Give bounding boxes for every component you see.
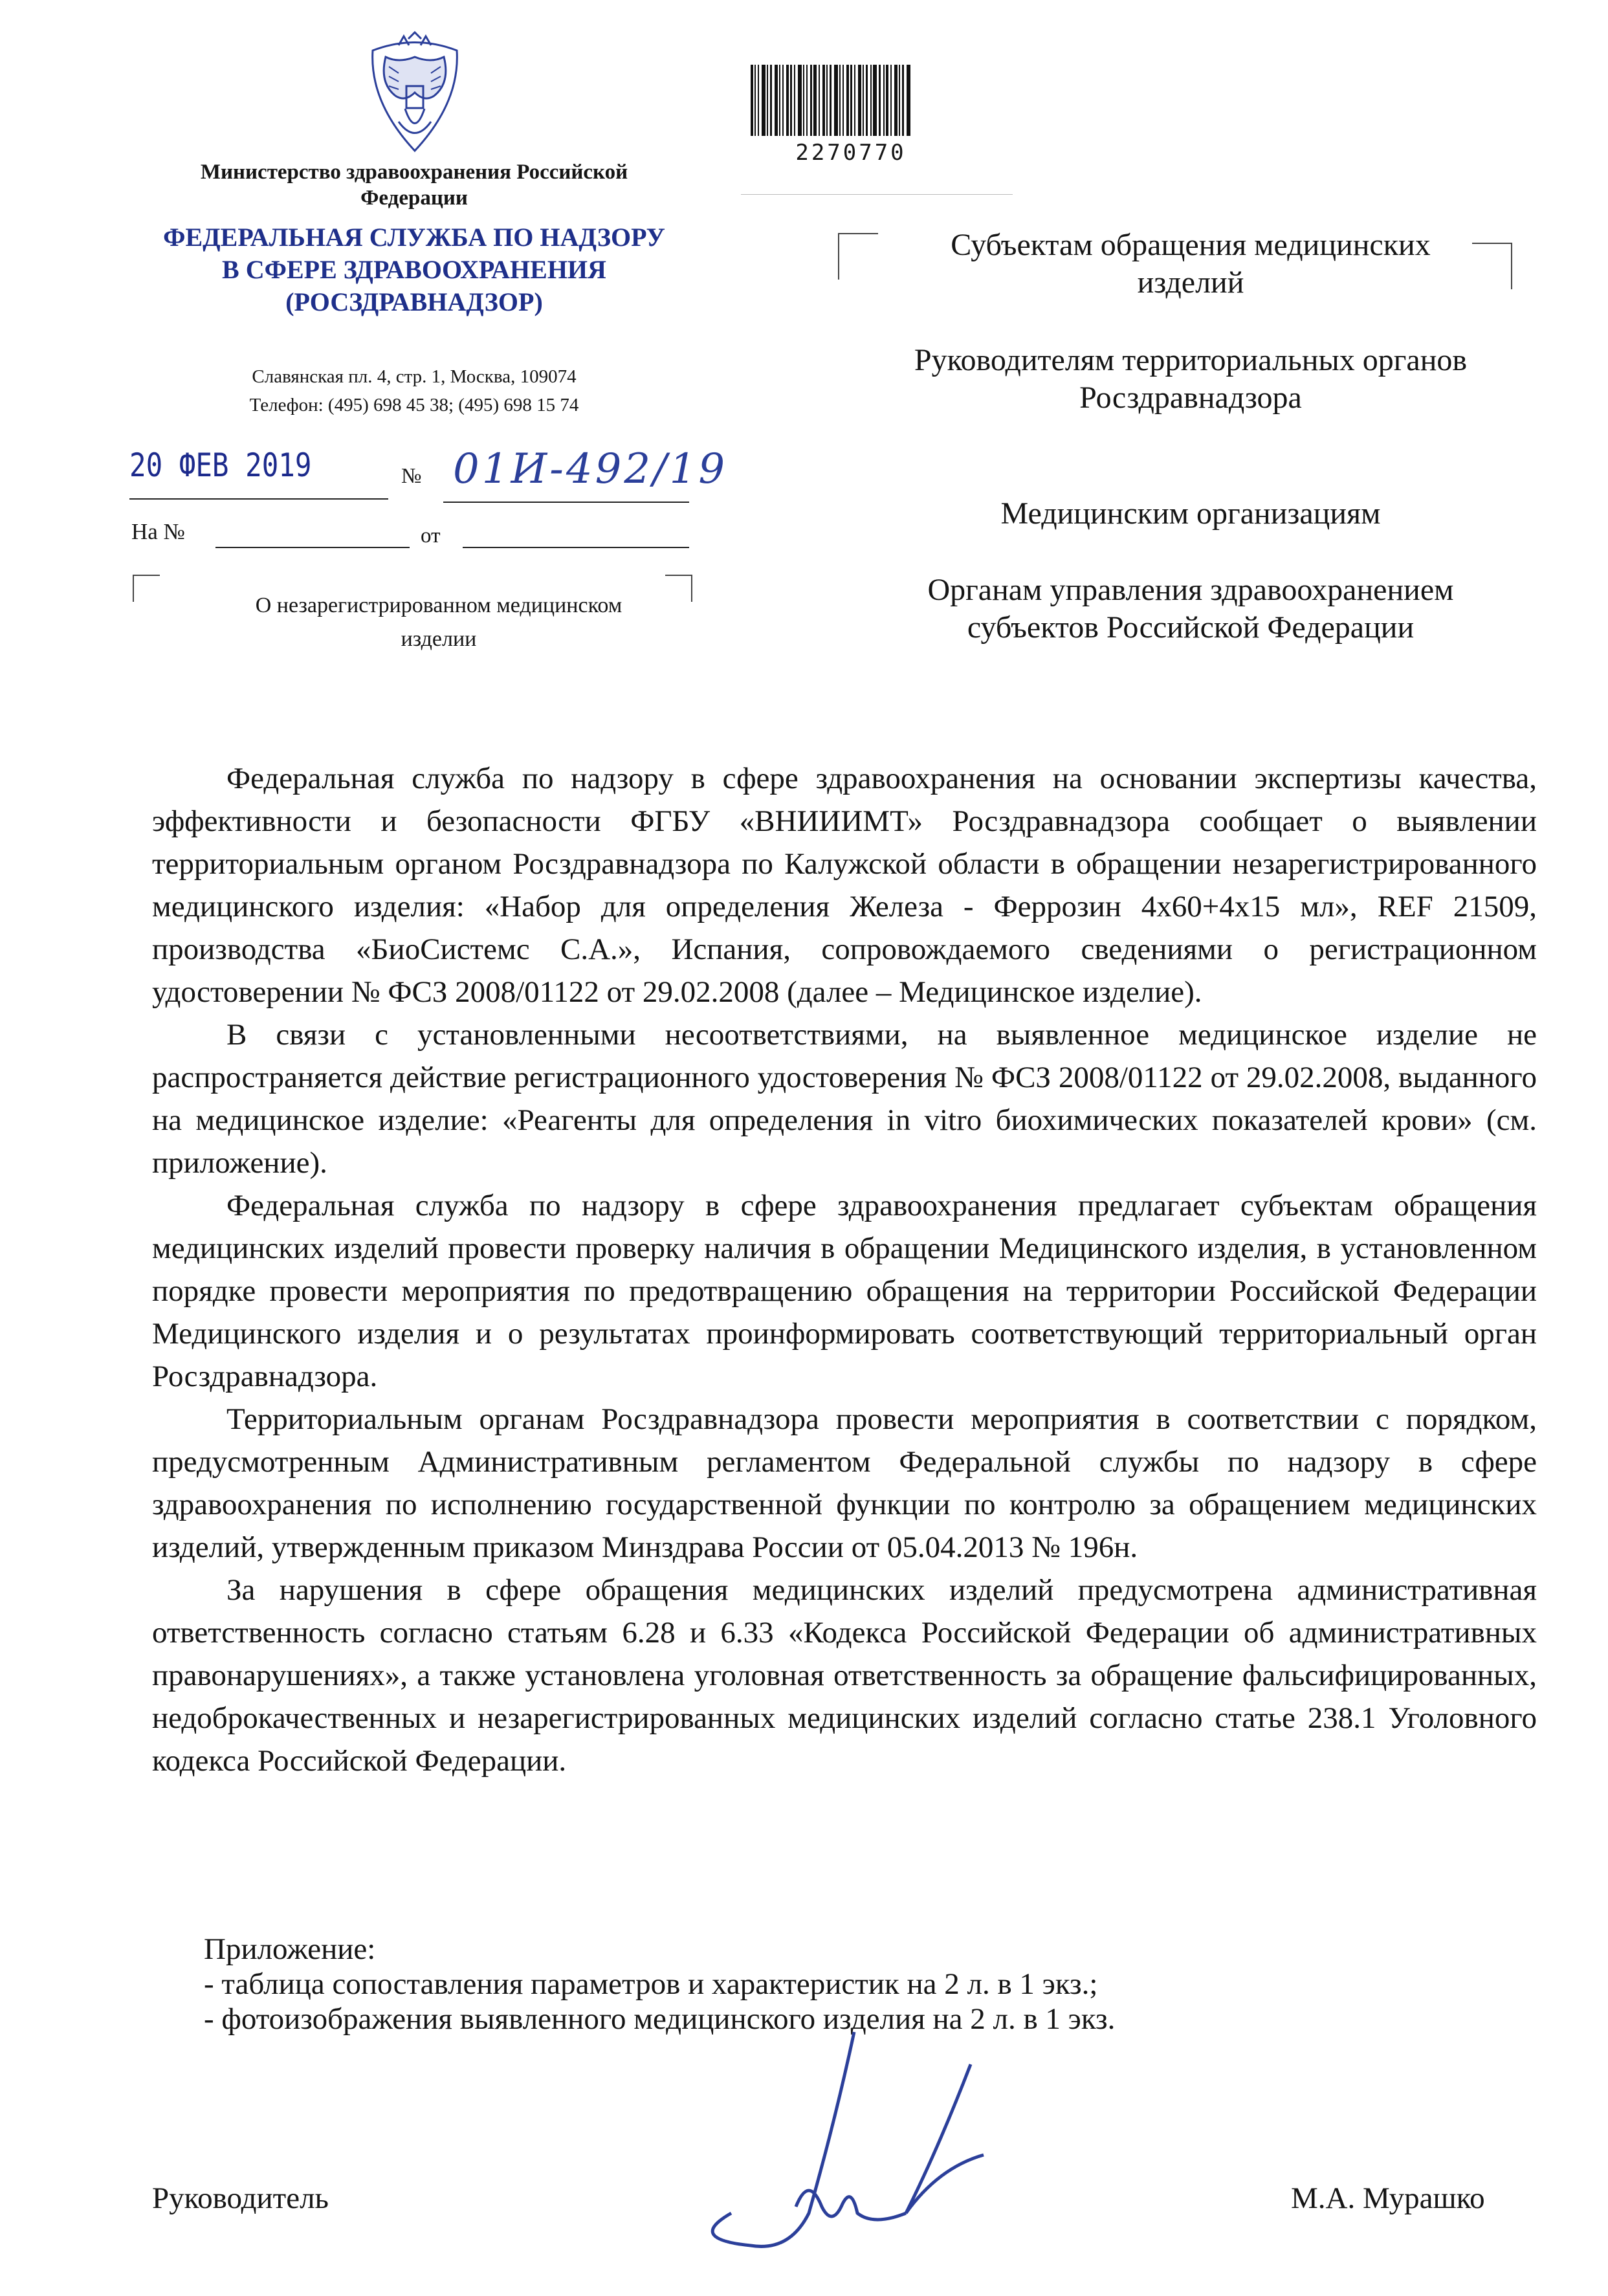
appendix-item: - таблица сопоставления параметров и характеристик на 2 л. в 1 экз.;	[204, 1967, 1098, 2001]
reference-field-line	[215, 547, 410, 548]
barcode-bar	[782, 65, 784, 136]
addressee: Медицинским организациям	[1000, 496, 1381, 531]
barcode-bar	[886, 65, 888, 136]
barcode-bar	[850, 65, 852, 136]
barcode-bar	[798, 65, 802, 136]
phone-numbers: Телефон: (495) 698 45 38; (495) 698 15 74	[249, 395, 579, 415]
barcode-bar	[890, 65, 892, 136]
barcode-bar	[902, 65, 904, 136]
barcode-bar	[899, 65, 900, 136]
barcode-bar	[762, 65, 765, 136]
barcode-bar	[767, 65, 768, 136]
barcode-bar	[873, 65, 877, 136]
barcode	[751, 65, 945, 136]
signer-role: Руководитель	[152, 2181, 329, 2215]
barcode-bar	[758, 65, 759, 136]
number-underline	[443, 502, 689, 503]
barcode-bar	[790, 65, 792, 136]
barcode-bar	[822, 65, 825, 136]
service-name-line: ФЕДЕРАЛЬНАЯ СЛУЖБА ПО НАДЗОРУ	[163, 223, 665, 252]
from-field-line	[463, 547, 689, 548]
subject-corner-right	[665, 575, 692, 602]
from-label: от	[421, 524, 441, 547]
barcode-bar	[830, 65, 832, 136]
barcode-bar	[786, 65, 789, 136]
barcode-bar	[813, 65, 817, 136]
addressee: Субъектам обращения медицинских изделий	[951, 228, 1431, 300]
barcode-bar	[794, 65, 795, 136]
coat-of-arms-icon	[360, 31, 470, 155]
body-paragraph: В связи с установленными несоответствиями, на выявленное медицинское изделие не распространяется действие регистрационного удостоверения № ФСЗ 2008/01122 от 29.02.2008, выданного на медицинское изделие: «Реагенты для определения in vitro биохимических показателей крови» (см. приложение).	[152, 1018, 1537, 1180]
barcode-bar	[883, 65, 885, 136]
letter-subject: О незарегистрированном медицинском изделии	[255, 593, 622, 651]
postal-address: Славянская пл. 4, стр. 1, Москва, 109074	[252, 366, 577, 387]
barcode-bar	[863, 65, 864, 136]
barcode-bar	[854, 65, 855, 136]
appendix-title: Приложение:	[204, 1932, 376, 1966]
registration-date: 20 ФЕВ 2019	[129, 447, 312, 484]
document-number: 01И-492/19	[453, 445, 728, 493]
barcode-bar	[819, 65, 820, 136]
addressee: Руководителям территориальных органов Росздравнадзора	[914, 343, 1468, 415]
service-name-line: В СФЕРЕ ЗДРАВООХРАНЕНИЯ	[222, 255, 606, 284]
address-block	[155, 362, 673, 419]
ministry-name: Министерство здравоохранения Российской Федерации	[200, 160, 628, 210]
letter-body	[152, 757, 1537, 1782]
barcode-number: 2270770	[795, 140, 907, 166]
barcode-bar	[806, 65, 808, 136]
barcode-bar	[775, 65, 778, 136]
barcode-bar	[907, 65, 910, 136]
barcode-bar	[870, 65, 872, 136]
body-paragraph: За нарушения в сфере обращения медицинских изделий предусмотрена административная ответственность согласно статьям 6.28 и 6.33 «Кодекса Российской Федерации об административных правонарушениях», а также установлена уголовная ответственность за обращение фальсифицированных, недоброкачественных и незарегистрированных медицинских изделий согласно статье 238.1 Уголовного кодекса Российской Федерации.	[152, 1573, 1537, 1778]
barcode-bar	[779, 65, 780, 136]
addressee-corner-left	[838, 233, 878, 280]
barcode-bar	[846, 65, 849, 136]
barcode-bar	[770, 65, 772, 136]
handwritten-signature-icon	[660, 2019, 1022, 2265]
barcode-bar	[826, 65, 828, 136]
barcode-bar	[810, 65, 812, 136]
subject-corner-left	[133, 575, 160, 602]
barcode-bar	[754, 65, 756, 136]
barcode-bar	[751, 65, 753, 136]
body-paragraph: Федеральная служба по надзору в сфере здравоохранения предлагает субъектам обращения медицинских изделий провести проверку наличия в обращении Медицинского изделия, в установленном порядке провести мероприятия по предотвращению обращения на территории Российской Федерации Медицинского изделия и о результатах проинформировать соответствующий территориальный орган Росздравнадзора.	[152, 1189, 1537, 1393]
barcode-rule	[741, 194, 1013, 195]
date-underline	[129, 498, 388, 500]
barcode-bar	[866, 65, 868, 136]
reference-label: На №	[131, 519, 185, 544]
barcode-bar	[843, 65, 844, 136]
barcode-bar	[803, 65, 804, 136]
service-name-line: (РОСЗДРАВНАДЗОР)	[285, 287, 543, 316]
number-label: №	[401, 465, 422, 488]
body-paragraph: Территориальным органам Росздравнадзора провести мероприятия в соответствии с порядком, предусмотренным Административным регламентом Федеральной службы по надзору в сфере здравоохранения по исполнению государственной функции по контролю за обращением медицинских изделий, утвержденным приказом Минздрава России от 05.04.2013 № 196н.	[152, 1402, 1537, 1564]
body-paragraph: Федеральная служба по надзору в сфере здравоохранения на основании экспертизы качества, эффективности и безопасности ФГБУ «ВНИИИМТ» Росздравнадзора сообщает о выявлении территориальным органом Росздравнадзора по Калужской области в обращении незарегистрированного медицинского изделия: «Набор для определения Железа - Феррозин 4x60+4x15 мл», REF 21509, производства «БиоСистемс С.А.», Испания, сопровождаемого сведениями о регистрационном удостоверении № ФСЗ 2008/01122 от 29.02.2008 (далее – Медицинское изделие).	[152, 762, 1537, 1009]
barcode-bar	[879, 65, 881, 136]
service-name	[91, 221, 738, 318]
barcode-bar	[834, 65, 838, 136]
barcode-bar	[839, 65, 841, 136]
appendix-item: - фотоизображения выявленного медицинского изделия на 2 л. в 1 экз.	[204, 2002, 1116, 2036]
addressee: Органам управления здравоохранением субъектов Российской Федерации	[927, 573, 1454, 645]
barcode-bar	[894, 65, 898, 136]
signer-name: М.А. Мурашко	[1291, 2181, 1485, 2215]
barcode-bar	[858, 65, 861, 136]
